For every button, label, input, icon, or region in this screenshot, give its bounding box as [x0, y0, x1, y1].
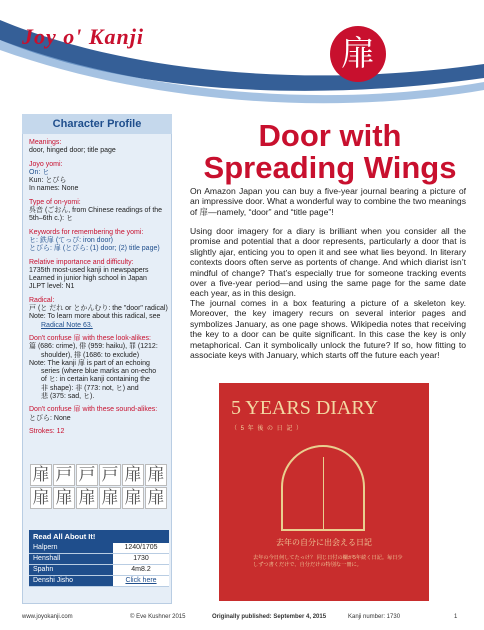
lookalike-6: 非 shape): 非 (773: not, ヒ) and	[41, 384, 139, 392]
type-text: 呉音 (ごおん, from Chinese readings of the 5th–6th c.): ヒ	[29, 207, 163, 223]
diary-title: 5 YEARS DIARY	[231, 397, 379, 419]
stroke-step: 扉	[99, 487, 121, 509]
radical-note-link[interactable]: Radical Note 63.	[41, 321, 93, 329]
radical-heading: Radical:	[29, 296, 55, 304]
footer-published: Originally published: September 4, 2015	[212, 614, 327, 620]
diary-subtitle: （ 5 年 後 の 日 記 ）	[231, 426, 304, 432]
logo	[22, 18, 145, 78]
read-title: Read All About It!	[29, 530, 169, 543]
read-name: Halpern	[29, 543, 113, 553]
importance-2: Learned in junior high school in Japan	[29, 275, 147, 283]
stroke-step: 戸	[53, 464, 75, 486]
lookalike-2: shoulder), 排 (1686: to exclude)	[41, 351, 140, 359]
soundalikes-heading: Don't confuse 扉 with these sound-alikes:	[29, 406, 158, 414]
read-row-henshall	[29, 554, 169, 565]
lookalike-5: of ヒ: in certain kanji containing the	[41, 376, 150, 384]
lookalike-3: Note: The kanji 扉 is part of an echoing	[29, 359, 150, 367]
diary-description: 去年の今日何してたっけ？ 同じ日付の欄が5年続く日記。毎日少しずつ書くだけで、自分だけの特別な一冊に。	[253, 555, 403, 568]
soundalikes-text: とびら: None	[29, 414, 71, 422]
lookalike-7: 悲 (375: sad, ヒ).	[41, 393, 95, 401]
meanings-text: door, hinged door; title page	[29, 147, 116, 155]
read-row-denshi-jisho	[29, 576, 169, 587]
lookalike-4: series (where blue marks an on-echo	[41, 368, 157, 376]
stroke-step: 扉	[122, 464, 144, 486]
importance-1: 1735th most-used kanji in newspapers	[29, 266, 149, 274]
lookalikes-heading: Don't confuse 扉 with these look-alikes:	[29, 334, 151, 342]
paragraph-2: Using door imagery for a diary is brilliant when you consider all the promise and potential that a door represents, particularly a door that is slightly ajar, enticing you to open it and see what lies beyond. In literary contexts doors often serve as portents of change. And which diarist isn’t mindful of change? That’s especially true for someone tracking events over a five-year period—and using the same page for the same date each year, as in this design.	[190, 226, 466, 299]
read-value: 4m8.2	[113, 565, 169, 575]
footer-page-number: 1	[454, 614, 458, 620]
stroke-step: 扉	[53, 487, 75, 509]
keyword-2: とびら: 扉 (とびら: (1) door; (2) title page)	[29, 245, 160, 253]
stroke-step: 扉	[30, 464, 52, 486]
read-row-halpern	[29, 543, 169, 554]
paragraph-1: On Amazon Japan you can buy a five-year journal bearing a picture of an impressive door. What a wonderful way to combine the two meanings of 扉—namely, “door” and “title page”!	[190, 186, 466, 217]
lookalike-1: 篇 (686: crime), 俳 (959: haiku), 罪 (1212:	[29, 343, 158, 351]
type-heading: Type of on-yomi:	[29, 198, 81, 206]
meanings-heading: Meanings:	[29, 139, 62, 146]
stroke-step: 扉	[76, 487, 98, 509]
kanji-badge: 扉	[330, 26, 386, 82]
diary-tagline: 去年の自分に出会える日記	[276, 538, 372, 547]
importance-heading: Relative importance and difficulty:	[29, 258, 134, 266]
diary-image	[219, 383, 429, 601]
yomi-heading: Joyo yomi:	[29, 160, 63, 168]
logo-text: Joy o' Kanji	[22, 24, 145, 49]
door-illustration	[281, 445, 365, 531]
keywords-heading: Keywords for remembering the yomi:	[29, 228, 144, 236]
on-reading: On: ヒ	[29, 168, 50, 176]
read-all-about-it	[29, 530, 169, 587]
title-line-2: Spreading Wings	[203, 150, 457, 185]
radical-2: Note: To learn more about this radical, see	[29, 313, 161, 321]
read-name: Denshi Jisho	[29, 576, 113, 586]
read-value: 1240/1705	[113, 543, 169, 553]
paragraph-3: The journal comes in a box featuring a picture of a skeleton key. Moreover, the key imagery recurs on several interior pages and symbolizes January, as one page shows. Wikipedia notes that receiving the key to a door can be quite significant. In this case the key is only metaphorical. Can it symbolically unlock the future? If so, how fitting to associate keys with January, which starts off the future each year!	[190, 298, 466, 361]
denshi-jisho-link[interactable]: Click here	[113, 576, 169, 586]
stroke-step: 戸	[76, 464, 98, 486]
keyword-1: ヒ: 鉄扉 (てっぴ: iron door)	[29, 236, 114, 244]
read-name: Spahn	[29, 565, 113, 575]
stroke-step: 扉	[145, 464, 167, 486]
title-line-1: Door with	[258, 118, 402, 153]
profile-section	[29, 139, 169, 436]
stroke-step: 扉	[145, 487, 167, 509]
stroke-step: 扉	[122, 487, 144, 509]
importance-3: JLPT level: N1	[29, 283, 75, 291]
strokes-heading: Strokes: 12	[29, 427, 65, 435]
footer-copyright: © Eve Kushner 2015	[130, 614, 186, 620]
read-row-spahn	[29, 565, 169, 576]
sidebar-title: Character Profile	[22, 114, 172, 134]
read-name: Henshall	[29, 554, 113, 564]
read-value: 1730	[113, 554, 169, 564]
kun-reading: Kun: とびら	[29, 177, 67, 185]
article-title	[190, 120, 470, 184]
stroke-step: 扉	[30, 487, 52, 509]
names-reading: In names: None	[29, 185, 79, 193]
footer-kanji-number: Kanji number: 1730	[348, 614, 401, 620]
stroke-step: 戸	[99, 464, 121, 486]
radical-1: 戸 (と だれ or とかんむり: the "door" radical)	[29, 305, 168, 313]
footer-site[interactable]: www.joyokanji.com	[22, 614, 73, 620]
